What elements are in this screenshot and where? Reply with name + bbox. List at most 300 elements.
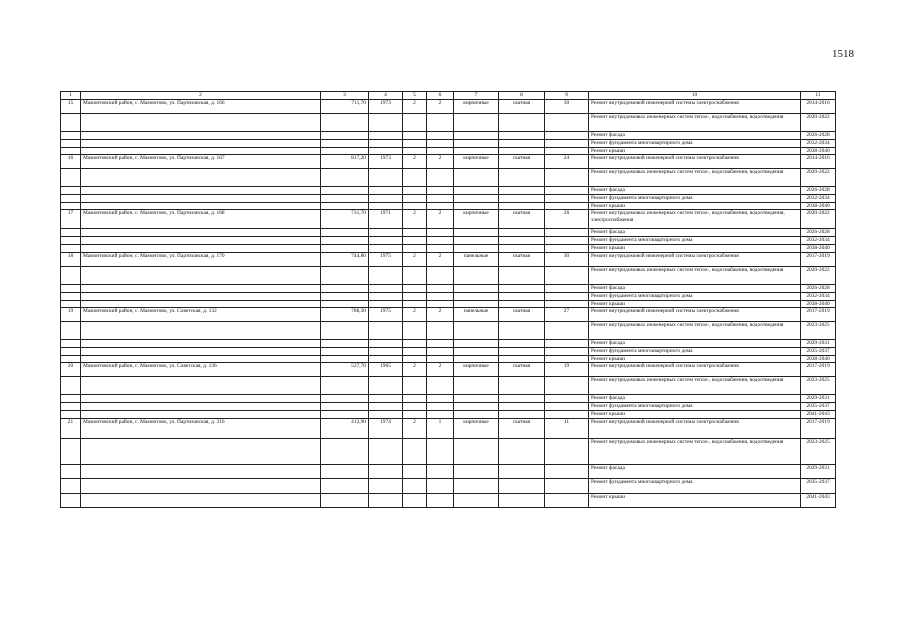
entrances-cell <box>427 395 454 403</box>
work-type-cell: Ремонт фасада <box>589 229 801 237</box>
floors-cell <box>403 114 427 132</box>
work-type-cell: Ремонт внутридомовых инженерных систем тепло-, водоснабжения, водоотведения <box>589 377 801 395</box>
roof-type-cell: скатная <box>499 363 545 377</box>
column-number-header: 11 <box>801 92 836 100</box>
apartments-cell <box>545 377 589 395</box>
area-cell <box>321 140 369 148</box>
roof-type-cell <box>499 494 545 508</box>
row-number <box>61 395 81 403</box>
roof-type-cell: скатная <box>499 210 545 229</box>
wall-material-cell <box>454 439 499 465</box>
area-cell <box>321 377 369 395</box>
entrances-cell <box>427 132 454 140</box>
column-number-header: 7 <box>454 92 499 100</box>
work-type-cell: Ремонт внутридомовых инженерных систем тепло-, водоснабжения, водоотведения <box>589 114 801 132</box>
floors-cell <box>403 411 427 419</box>
address-cell: Мамонтовский район, с. Мамонтово, ул. Партизанская, д. 166 <box>81 100 321 114</box>
work-type-cell: Ремонт крыши <box>589 148 801 155</box>
table-row <box>61 439 836 465</box>
floors-cell <box>403 148 427 155</box>
area-cell: 731,70 <box>321 210 369 229</box>
roof-type-cell <box>499 266 545 284</box>
row-number <box>61 195 81 203</box>
work-type-cell: Ремонт крыши <box>589 494 801 508</box>
column-number-header: 9 <box>545 92 589 100</box>
table-row <box>61 155 836 169</box>
year-cell: 1975 <box>369 307 403 321</box>
entrances-cell <box>427 114 454 132</box>
work-type-cell: Ремонт внутридомовой инженерной системы электроснабжения <box>589 419 801 439</box>
apartments-cell: 26 <box>545 210 589 229</box>
apartments-cell <box>545 347 589 355</box>
roof-type-cell <box>499 229 545 237</box>
work-type-cell: Ремонт внутридомовых инженерных систем тепло-, водоснабжения, водоотведения <box>589 169 801 187</box>
year-cell <box>369 284 403 292</box>
work-type-cell: Ремонт внутридомовых инженерных систем тепло-, водоснабжения, водоотведения <box>589 321 801 339</box>
wall-material-cell <box>454 300 499 307</box>
area-cell <box>321 114 369 132</box>
floors-cell <box>403 266 427 284</box>
row-number <box>61 355 81 362</box>
row-number <box>61 132 81 140</box>
year-cell: 1971 <box>369 210 403 229</box>
wall-material-cell <box>454 114 499 132</box>
work-type-cell: Ремонт фасада <box>589 187 801 195</box>
row-number <box>61 114 81 132</box>
year-cell <box>369 347 403 355</box>
table-row <box>61 363 836 377</box>
table-row <box>61 187 836 195</box>
table-row <box>61 321 836 339</box>
year-cell <box>369 300 403 307</box>
row-number <box>61 140 81 148</box>
row-number: 21 <box>61 419 81 439</box>
address-cell <box>81 339 321 347</box>
wall-material-cell <box>454 284 499 292</box>
floors-cell: 2 <box>403 363 427 377</box>
area-cell <box>321 321 369 339</box>
roof-type-cell: скатная <box>499 419 545 439</box>
row-number: 20 <box>61 363 81 377</box>
roof-type-cell <box>499 347 545 355</box>
roof-type-cell: скатная <box>499 100 545 114</box>
address-cell <box>81 195 321 203</box>
work-type-cell: Ремонт фундамента многоквартирного дома <box>589 237 801 245</box>
column-number-row <box>61 92 836 100</box>
apartments-cell <box>545 237 589 245</box>
row-number <box>61 169 81 187</box>
work-type-cell: Ремонт фундамента многоквартирного дома <box>589 292 801 300</box>
table-row <box>61 100 836 114</box>
period-cell: 2023-2025 <box>801 321 836 339</box>
address-cell <box>81 395 321 403</box>
address-cell: Мамонтовский район, с. Мамонтово, ул. Партизанская, д. 167 <box>81 155 321 169</box>
year-cell <box>369 195 403 203</box>
address-cell <box>81 169 321 187</box>
floors-cell <box>403 377 427 395</box>
floors-cell <box>403 339 427 347</box>
wall-material-cell <box>454 245 499 252</box>
period-cell: 2014-2016 <box>801 100 836 114</box>
period-cell: 2017-2019 <box>801 252 836 266</box>
row-number <box>61 479 81 494</box>
row-number <box>61 300 81 307</box>
wall-material-cell: кирпичные <box>454 363 499 377</box>
area-cell: 527,70 <box>321 363 369 377</box>
row-number <box>61 266 81 284</box>
row-number <box>61 339 81 347</box>
wall-material-cell: панельные <box>454 252 499 266</box>
floors-cell <box>403 169 427 187</box>
year-cell <box>369 355 403 362</box>
table-row <box>61 403 836 411</box>
column-number-header: 10 <box>589 92 801 100</box>
year-cell <box>369 237 403 245</box>
address-cell <box>81 321 321 339</box>
apartments-cell <box>545 132 589 140</box>
roof-type-cell <box>499 321 545 339</box>
table-row <box>61 465 836 479</box>
period-cell: 2014-2016 <box>801 155 836 169</box>
period-cell: 2029-2031 <box>801 339 836 347</box>
address-cell <box>81 494 321 508</box>
year-cell <box>369 411 403 419</box>
table-row <box>61 148 836 155</box>
row-number: 16 <box>61 155 81 169</box>
work-type-cell: Ремонт крыши <box>589 203 801 210</box>
entrances-cell: 2 <box>427 252 454 266</box>
area-cell <box>321 479 369 494</box>
floors-cell <box>403 132 427 140</box>
entrances-cell: 2 <box>427 100 454 114</box>
area-cell: 744,80 <box>321 252 369 266</box>
work-type-cell: Ремонт крыши <box>589 355 801 362</box>
address-cell <box>81 292 321 300</box>
wall-material-cell <box>454 195 499 203</box>
address-cell <box>81 140 321 148</box>
row-number <box>61 245 81 252</box>
year-cell <box>369 395 403 403</box>
table-row <box>61 132 836 140</box>
wall-material-cell <box>454 377 499 395</box>
address-cell: Мамонтовский район, с. Мамонтово, ул. Советская, д. 136 <box>81 363 321 377</box>
apartments-cell <box>545 403 589 411</box>
floors-cell <box>403 229 427 237</box>
floors-cell: 2 <box>403 419 427 439</box>
floors-cell <box>403 321 427 339</box>
area-cell <box>321 292 369 300</box>
column-number-header: 6 <box>427 92 454 100</box>
table-row <box>61 195 836 203</box>
roof-type-cell <box>499 300 545 307</box>
entrances-cell <box>427 479 454 494</box>
floors-cell <box>403 347 427 355</box>
apartments-cell: 30 <box>545 100 589 114</box>
period-cell: 2020-2022 <box>801 169 836 187</box>
period-cell: 2032-2034 <box>801 292 836 300</box>
housing-repair-table <box>60 91 836 508</box>
apartments-cell <box>545 148 589 155</box>
wall-material-cell <box>454 494 499 508</box>
work-type-cell: Ремонт фундамента многоквартирного дома <box>589 403 801 411</box>
column-number-header: 8 <box>499 92 545 100</box>
row-number <box>61 237 81 245</box>
address-cell <box>81 355 321 362</box>
area-cell <box>321 439 369 465</box>
year-cell <box>369 465 403 479</box>
entrances-cell <box>427 148 454 155</box>
wall-material-cell <box>454 132 499 140</box>
entrances-cell: 2 <box>427 155 454 169</box>
table-row <box>61 300 836 307</box>
period-cell: 2023-2025 <box>801 377 836 395</box>
wall-material-cell: кирпичные <box>454 210 499 229</box>
year-cell: 1975 <box>369 252 403 266</box>
address-cell <box>81 377 321 395</box>
entrances-cell <box>427 284 454 292</box>
area-cell: 817,20 <box>321 155 369 169</box>
floors-cell <box>403 237 427 245</box>
entrances-cell <box>427 347 454 355</box>
period-cell: 2032-2034 <box>801 140 836 148</box>
year-cell <box>369 114 403 132</box>
table-row <box>61 339 836 347</box>
table-row <box>61 292 836 300</box>
apartments-cell <box>545 339 589 347</box>
wall-material-cell <box>454 479 499 494</box>
year-cell <box>369 148 403 155</box>
apartments-cell <box>545 187 589 195</box>
table-row <box>61 307 836 321</box>
period-cell: 2026-2028 <box>801 284 836 292</box>
floors-cell <box>403 292 427 300</box>
floors-cell: 2 <box>403 252 427 266</box>
work-type-cell: Ремонт фасада <box>589 284 801 292</box>
row-number: 19 <box>61 307 81 321</box>
entrances-cell <box>427 355 454 362</box>
floors-cell <box>403 284 427 292</box>
work-type-cell: Ремонт фасада <box>589 339 801 347</box>
year-cell <box>369 169 403 187</box>
column-number-header: 5 <box>403 92 427 100</box>
floors-cell <box>403 395 427 403</box>
period-cell: 2029-2031 <box>801 395 836 403</box>
entrances-cell <box>427 229 454 237</box>
address-cell: Мамонтовский район, с. Мамонтово, ул. Советская, д. 132 <box>81 307 321 321</box>
year-cell <box>369 292 403 300</box>
period-cell: 2026-2028 <box>801 132 836 140</box>
address-cell <box>81 266 321 284</box>
column-number-header: 2 <box>81 92 321 100</box>
floors-cell <box>403 203 427 210</box>
work-type-cell: Ремонт фасада <box>589 132 801 140</box>
roof-type-cell: скатная <box>499 307 545 321</box>
address-cell <box>81 300 321 307</box>
roof-type-cell <box>499 479 545 494</box>
apartments-cell <box>545 300 589 307</box>
period-cell: 2038-2040 <box>801 203 836 210</box>
year-cell <box>369 266 403 284</box>
period-cell: 2035-2037 <box>801 403 836 411</box>
apartments-cell <box>545 266 589 284</box>
row-number <box>61 347 81 355</box>
period-cell: 2038-2040 <box>801 355 836 362</box>
address-cell <box>81 237 321 245</box>
entrances-cell <box>427 339 454 347</box>
entrances-cell <box>427 403 454 411</box>
apartments-cell <box>545 479 589 494</box>
table-row <box>61 169 836 187</box>
area-cell <box>321 284 369 292</box>
entrances-cell <box>427 169 454 187</box>
apartments-cell <box>545 321 589 339</box>
roof-type-cell <box>499 203 545 210</box>
table-row <box>61 252 836 266</box>
floors-cell <box>403 403 427 411</box>
column-number-header: 3 <box>321 92 369 100</box>
table-row <box>61 377 836 395</box>
address-cell: Мамонтовский район, с. Мамонтово, ул. Партизанская, д. 170 <box>81 252 321 266</box>
apartments-cell: 24 <box>545 155 589 169</box>
table-row <box>61 395 836 403</box>
floors-cell: 2 <box>403 155 427 169</box>
period-cell: 2017-2019 <box>801 307 836 321</box>
work-type-cell: Ремонт фундамента многоквартирного дома <box>589 140 801 148</box>
area-cell <box>321 187 369 195</box>
year-cell <box>369 494 403 508</box>
roof-type-cell <box>499 465 545 479</box>
period-cell: 2023-2025 <box>801 439 836 465</box>
wall-material-cell <box>454 411 499 419</box>
period-cell: 2041-2043 <box>801 494 836 508</box>
address-cell <box>81 284 321 292</box>
apartments-cell <box>545 114 589 132</box>
year-cell <box>369 229 403 237</box>
entrances-cell <box>427 411 454 419</box>
period-cell: 2020-2022 <box>801 210 836 229</box>
entrances-cell <box>427 292 454 300</box>
roof-type-cell <box>499 284 545 292</box>
area-cell <box>321 300 369 307</box>
row-number <box>61 411 81 419</box>
area-cell <box>321 266 369 284</box>
floors-cell <box>403 187 427 195</box>
period-cell: 2032-2034 <box>801 237 836 245</box>
roof-type-cell <box>499 403 545 411</box>
roof-type-cell <box>499 439 545 465</box>
work-type-cell: Ремонт внутридомовых инженерных систем тепло-, водоснабжения, водоотведения, электроснабжения <box>589 210 801 229</box>
table-row <box>61 411 836 419</box>
area-cell <box>321 148 369 155</box>
wall-material-cell <box>454 395 499 403</box>
wall-material-cell <box>454 266 499 284</box>
area-cell <box>321 245 369 252</box>
year-cell <box>369 203 403 210</box>
roof-type-cell <box>499 169 545 187</box>
address-cell <box>81 187 321 195</box>
row-number <box>61 203 81 210</box>
apartments-cell: 11 <box>545 419 589 439</box>
year-cell <box>369 140 403 148</box>
year-cell: 1974 <box>369 419 403 439</box>
entrances-cell <box>427 494 454 508</box>
wall-material-cell <box>454 347 499 355</box>
area-cell <box>321 339 369 347</box>
table-row <box>61 479 836 494</box>
area-cell: 711,70 <box>321 100 369 114</box>
apartments-cell <box>545 203 589 210</box>
roof-type-cell <box>499 195 545 203</box>
row-number <box>61 377 81 395</box>
area-cell: 412,90 <box>321 419 369 439</box>
entrances-cell <box>427 439 454 465</box>
roof-type-cell <box>499 355 545 362</box>
table-row <box>61 203 836 210</box>
period-cell: 2020-2022 <box>801 266 836 284</box>
area-cell <box>321 132 369 140</box>
work-type-cell: Ремонт внутридомовой инженерной системы электроснабжения <box>589 100 801 114</box>
apartments-cell <box>545 229 589 237</box>
address-cell <box>81 347 321 355</box>
wall-material-cell <box>454 203 499 210</box>
floors-cell: 2 <box>403 210 427 229</box>
work-type-cell: Ремонт внутридомовой инженерной системы электроснабжения <box>589 363 801 377</box>
entrances-cell <box>427 300 454 307</box>
row-number: 17 <box>61 210 81 229</box>
row-number <box>61 439 81 465</box>
row-number <box>61 187 81 195</box>
row-number <box>61 229 81 237</box>
period-cell: 2026-2028 <box>801 229 836 237</box>
roof-type-cell <box>499 395 545 403</box>
apartments-cell <box>545 169 589 187</box>
address-cell <box>81 465 321 479</box>
roof-type-cell: скатная <box>499 252 545 266</box>
entrances-cell <box>427 377 454 395</box>
table-row <box>61 229 836 237</box>
floors-cell: 2 <box>403 307 427 321</box>
year-cell <box>369 377 403 395</box>
entrances-cell <box>427 465 454 479</box>
area-cell <box>321 403 369 411</box>
entrances-cell <box>427 245 454 252</box>
roof-type-cell <box>499 292 545 300</box>
work-type-cell: Ремонт внутридомовой инженерной системы электроснабжения <box>589 252 801 266</box>
period-cell: 2020-2022 <box>801 114 836 132</box>
work-type-cell: Ремонт крыши <box>589 245 801 252</box>
area-cell <box>321 465 369 479</box>
roof-type-cell <box>499 237 545 245</box>
wall-material-cell <box>454 187 499 195</box>
year-cell: 1965 <box>369 363 403 377</box>
page-number: 1518 <box>832 48 854 60</box>
wall-material-cell: кирпичные <box>454 100 499 114</box>
table-row <box>61 419 836 439</box>
wall-material-cell <box>454 292 499 300</box>
year-cell: 1973 <box>369 100 403 114</box>
column-number-header: 1 <box>61 92 81 100</box>
column-number-header: 4 <box>369 92 403 100</box>
row-number <box>61 494 81 508</box>
floors-cell <box>403 300 427 307</box>
period-cell: 2032-2034 <box>801 195 836 203</box>
work-type-cell: Ремонт внутридомовой инженерной системы электроснабжения <box>589 307 801 321</box>
row-number: 18 <box>61 252 81 266</box>
wall-material-cell: кирпичные <box>454 419 499 439</box>
area-cell <box>321 494 369 508</box>
floors-cell <box>403 439 427 465</box>
apartments-cell: 19 <box>545 363 589 377</box>
